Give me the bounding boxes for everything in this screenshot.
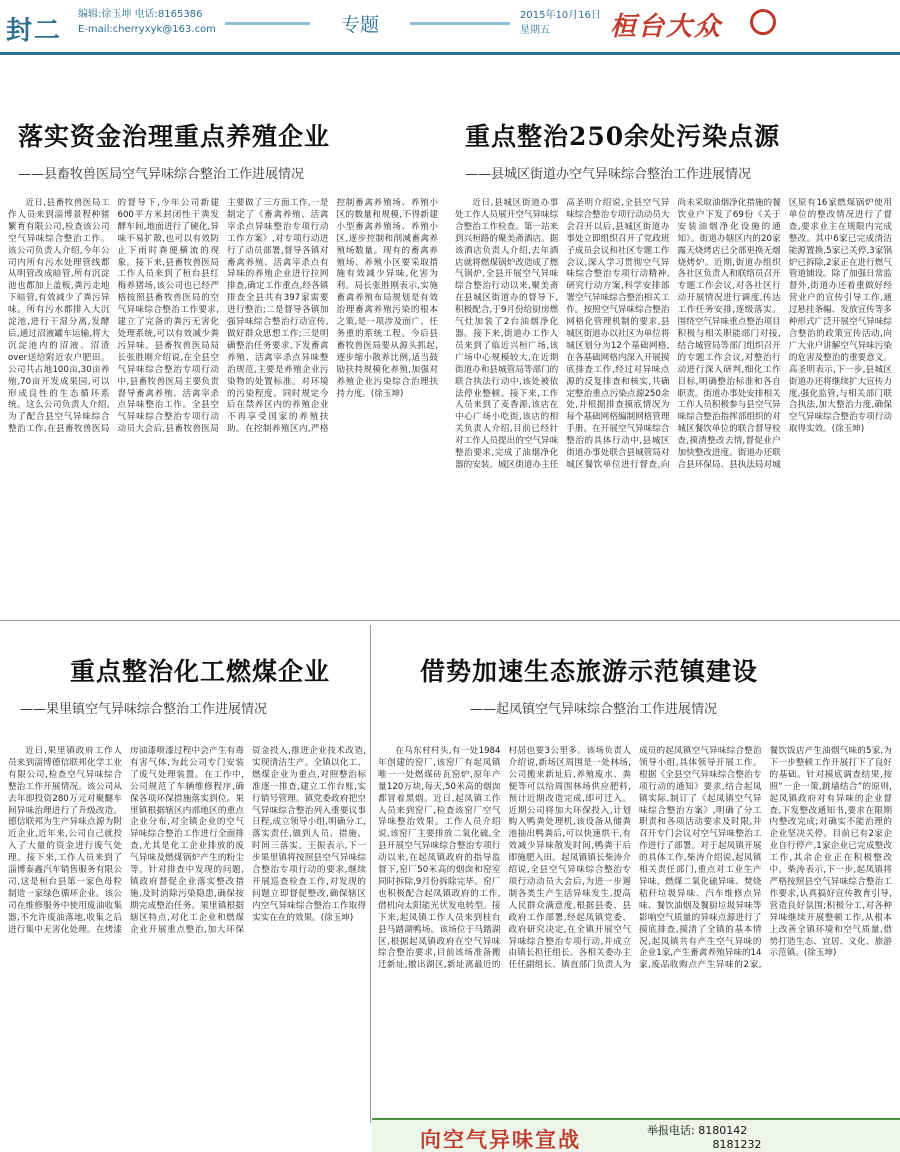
topic-label: 专题 xyxy=(340,14,379,36)
article-3-body xyxy=(8,746,366,1148)
ad-phone-label: 举报电话: xyxy=(647,1124,695,1137)
email-line: E-mail:cherryxyk@163.com xyxy=(78,24,216,35)
article-4-subtitle: ——起凤镇空气异味综合整治工作进展情况 xyxy=(470,702,718,717)
section-label: 封二 xyxy=(6,16,63,46)
editor-info xyxy=(78,7,216,37)
dateline xyxy=(520,8,601,38)
topic-rule-right xyxy=(410,22,510,25)
ad-banner xyxy=(372,1118,900,1152)
section-divider xyxy=(0,620,900,621)
article-2-title: 重点整治250余处污染点源 xyxy=(465,122,781,151)
column-divider xyxy=(370,625,371,1123)
article-4-title: 借势加速生态旅游示范镇建设 xyxy=(420,657,759,686)
newspaper-logo-icon xyxy=(750,9,776,35)
ad-phone-1: 8180142 xyxy=(698,1124,748,1137)
weekday: 星期五 xyxy=(520,25,550,36)
article-2-subtitle: ——县城区街道办空气异味综合整治工作进展情况 xyxy=(465,167,752,182)
ad-phone-2: 8181232 xyxy=(712,1138,762,1151)
date: 2015年10月16日 xyxy=(520,10,601,21)
article-3-subtitle: ——果里镇空气异味综合整治工作进展情况 xyxy=(20,702,268,717)
ad-title: 向空气异味宣战 xyxy=(420,1127,581,1152)
article-2-text: 近日,县城区街道办事处工作人员展开空气异味综合整治工作检查。第一站来到兴桓路的聚美斋酒店。据该酒店负责人介绍,去年酒店就将燃煤锅炉改造成了燃气锅炉,全县开展空气异味综合整治行动以来,聚美斋在县城区街道办的督导下,积极配合,于9月份给厨房燃气灶加装了2台油烟净化器。接下来,街道办工作人员来到了临近兴桓广场,该广场中心规模较大,在近期街道办和县城管局等部门的联合执法行动中,该处被依法停业整顿。接下来,工作人员来到了麦香源,该店在中心广场小吃街,该店的相关负责人介绍,目前已经针对工作人员提出的空气异味整治要求,完成了油烟净化器的安装。城区街道办主任高圣明介绍说,全县空气异味综合整治专项行动动员大会召开以后,县城区街道办事处立即组织召开了党政班子成员会议和社区专题工作会议,深入学习贯彻空气异味综合整治专项行动精神,研究行动方案,科学安排部署空气异味综合整治相关工作。按照空气异味综合整治网格化管理机制的要求,县城区街道办以社区为单位将城区划分为12个基础网格,在各基础网格内深入开展摸底排查工作,经过对异味点源的反复排查和核实,共确定整治重点污染点源250余处,并根据排查摸底情况为每个基础网格编制网格管理手册。在开展空气异味综合整治的具体行动中,县城区街道办事处联合县城管局对城区餐饮单位进行督查,向尚未采取油烟净化措施的餐饮业户下发了69份《关于安装油烟净化设施的通知》。街道办辖区内的20家露天烧烤店已全部更换无烟烧烤炉。近期,街道办组织各社区负责人和联络员召开专题工作会议,对各社区行动开展情况进行调度,传达工作任务安排,逐级落实。围绕空气异味重点整治项目积极与相关职能部门对接,结合城管局等部门组织召开的专题工作会议,对整治行动进行深入研判,细化工作目标,明确整治标准和各自职责。街道办事处安排相关工作人员积极参与县空气异味综合整治指挥部组织的对城区餐饮单位的联合督导检查,摸清整改去情,督促业户加快整改进度。街道办还联合县环保局、县执法局对城区原有16家燃煤锅炉使用单位的整改情况进行了督查,要求业主在规限内完成整改。其中6家已完成清洁能源置换,5家已关停,3家锅炉已拆除,2家正在进行燃气管道铺设。除了加强日常监督外,街道办还着重做好经营业户的宣传引导工作,通过悬挂条幅、发放宣传等多种形式广泛开展空气异味综合整治的政策宣传活动,向广大业户讲解空气异味污染的危害及整治的重要意义。高圣明表示,下一步,县城区街道办还将继续扩大宣传力度,强化监管,与相关部门联合执法,加大整治力度,确保空气异味综合整治专项行动取得实效。(徐玉坤) xyxy=(455,198,892,470)
article-2-body xyxy=(455,198,892,613)
article-4-body xyxy=(378,746,892,1114)
article-4-text: 在乌东村村头,有一处1984年创建的窑厂,该窑厂有起凤镇唯一一处燃煤砖瓦窑炉,原年产量120万块,每天,50米高的烟囱都冒着黑烟。近日,起凤镇工作人员来到窑厂,检查该窑厂空气异味整治效果。工作人员介绍说,该窑厂主要排放二氧化硫,全县开展空气异味综合整治专项行动以来,在起凤镇政府的指导监督下,窑厂50米高的烟囱和窑室同时拆除,9月份拆除完毕。窑厂也积极配合起凤镇政府的工作,借机向太阳能光伏发电转型。接下来,起凤镇工作人员来到桂台县马踏湖鸭场。该场位于马踏湖区,根据起凤镇政府在空气异味综合整治要求,目前该场准备搬迁新址,撤出湖区,新址离最近的村居也要3公里多。该场负责人介绍说,新场区周围是一处林场,公司搬来新址后,养殖废水、粪便等可以给周围林场供应肥料,预计近期改造完成,即可迁入。近期公司将加大环保投入,计划购入鸭粪处理机,该设备从储粪池抽出鸭粪后,可以快速烘干,有效减少异味散发时间,鸭粪干后即施肥入田。起凤镇镇长柴涛介绍说,全县空气异味综合整治专项行动动员大会后,为进一步遏制各类生产生活异味发生,提高人民群众满意度,根据县委、县政府工作部署,经起凤镇党委、政府研究决定,在全镇开展空气异味综合整治专项行动,并成立由镇长担任组长、各相关委办主任任副组长、镇直部门负责人为成员的起凤镇空气异味综合整治领导小组,具体领导开展工作。根据《全县空气异味综合整治专项行动的通知》要求,结合起凤镇实际,制订了《起凤镇空气异味综合整治方案》,明确了分工职责和各项活动要求及时限,并召开专门会议对空气异味整治工作进行了部署。对于起凤镇开展的具体工作,柴涛介绍说,起凤镇相关责任部门,重点对工业生产异味、燃煤二氧化硫异味、焚烧秸秆垃圾异味、汽车维修点异味、餐饮油烟及餐厨垃圾异味等影响空气质量的异味点源进行了摸底排查,摸清了全镇的基本情况,起凤镇共有产生空气异味的企业1家,产生畜禽养殖异味的14家,废品收购点产生异味的2家,餐饮饭店产生油烟气味的5家,为下一步整顿工作开展打下了良好的基础。针对摸底调查结果,按照“一企一策,跳墙结合”的原则,起凤镇政府对有异味的企业督查,下发整改通知书,要求在限期内整改完成;对确实不能治理的企业坚决关停。目前已有2家企业自行停产,1家企业已完成整改工作,其余企业正在积极整改中。柴涛表示,下一步,起凤镇将严格按照县空气异味综合整治工作要求,认真搞好宣传教育引导,营造良好氛围;积极分工,对各种异味继续开展整顿工作,从根本上改善全镇环境和空气质量,借势打造生态、宜居、文化、旅游示范镇。(徐玉坤) xyxy=(378,746,892,971)
article-1-text: 近日,县畜牧兽医局工作人员来到淄博景程种猪繁育有限公司,检查该公司空气异味综合整治工作。该公司负责人介绍,今年公司内所有污水处理管线都从明管改成暗管,所有沉淀池也都加上盖板,粪污走地下暗管,有效减少了粪污异味。所有污水都排入大沉淀池,进行干湿分离,发酵后,通过沼液罐车运输,将大沉淀池内的沼液、沼渣over送给附近农户肥田。公司共占地100亩,30亩养殖,70亩开发成果园,可以形成良性的生态循环系统。这么公司负责人介绍,为了配合县空气异味综合整治工作,在县畜牧兽医局的督导下,今年公司新建600平方米封闭性干粪发酵车间,地面进行了硬化,异味不易扩散,也可以有效防止下雨时粪便横流的现象。接下来,县畜牧兽医局工作人员来到了桓台县红梅养猪场,该公司也已经严格按照县畜牧兽医局的空气异味综合整治工作要求,建立了完备的粪污无害化处理系统,可以有效减少粪污异味。县畜牧兽医局局长张胜刚介绍说,在全县空气异味综合整治专项行动中,县畜牧兽医局主要负责督导畜禽养殖、活禽宰杀点异味整治工作。全县空气异味综合整治专项行动动员大会后,县畜牧兽医局主要做了三方面工作,一是制定了《畜禽养殖、活禽宰杀点异味整治专项行动工作方案》,对专项行动进行了动员部署,督导各镇对畜禽养殖、活禽宰杀点有异味的养殖企业进行拉网排查,确定工作重点,经各镇排查全县共有397家需要进行整治;二是督导各镇加强异味综合整治行动宣传,做好群众思想工作;三是明确整治任务要求,下发畜禽养殖、活禽宰杀点异味整治规范,主要是养殖企业污染物的处置标准。对环境的污染程度。同时规定今后在禁养区内的养殖企业不再享受国家的养殖扶助。在控制养殖区内,严格控制畜禽养殖场、养殖小区的数量和规模,不得新建小型畜禽养殖场、养殖小区,逐步控制和削减畜禽养殖场数量。现有的畜禽养殖场、养殖小区要采取措施有效减少异味,化害为利。局长张胜刚表示,实施畜禽养殖布局规划是有效治理畜禽养殖污染的根本之策,是一项涉及面广、任务重的系统工程。今后县畜牧兽医局要从源头抓起,逐步缩小散养比例,适当鼓励扶持规模化养殖,加强对养殖企业污染综合治理扶持力度。(徐玉坤) xyxy=(8,198,438,435)
editor-line: 编辑:徐玉坤 电话:8165386 xyxy=(78,9,203,20)
article-1-body xyxy=(8,198,438,613)
article-3-text: 近日,果里镇政府工作人员来到淄博德信联邦化学工业有限公司,检查空气异味综合整治工作开展情况。该公司从去年即投资280万元对聚醚车间异味治理进行了升级改造。德信联邦为生产异味点源为附近企业,近年来,公司自己就投入了大量的资金进行废气处理。接下来,工作人员来到了淄博泰鑫汽车销售服务有限公司,这是桓台县第一家色母粒制造一家绿色循环企业。该公司在维修服务中使用废油收集器,不允许废油落地,收集之后进行集中无害化处理。在烤漆房油漆喷漆过程中会产生有毒有害气体,为此公司专门安装了废气处理装置。在工作中,公司规范了车辆维修程序,确保各项环保措施落实到位。果里镇根据辖区内部地区的重点企业分布,对全镇企业的空气异味综合整治工作进行全面排查,尤其是化工企业排放的废气异味及燃煤锅炉产生的粉尘等。针对排查中发现的问题,镇政府督促企业落实整改措施,及时消除污染隐患,确保按期完成整治任务。果里镇根据辖区特点,对化工企业和燃煤企业开展重点整治,加大环保资金投入,推进企业技术改造,实现清洁生产。全镇以化工、燃煤企业为重点,对照整治标准逐一排查,建立工作台账,实行销号管理。镇党委政府把空气异味综合整治列入重要议事日程,成立领导小组,明确分工,落实责任,做到人员、措施、时间三落实。王振表示,下一步果里镇将按照县空气异味综合整治专项行动的要求,继续开展巡查检查工作,对发现的问题立即督促整改,确保辖区内空气异味综合整治工作取得实实在在的效果。(徐玉坤) xyxy=(8,746,366,935)
masthead: 桓台大众 xyxy=(610,12,723,42)
article-1-title: 落实资金治理重点养殖企业 xyxy=(18,122,331,151)
header-rule xyxy=(0,52,900,55)
article-1-subtitle: ——县畜牧兽医局空气异味综合整治工作进展情况 xyxy=(18,167,305,182)
ad-phone-block xyxy=(647,1124,762,1152)
article-3-title: 重点整治化工燃煤企业 xyxy=(70,657,331,686)
page-header xyxy=(0,0,900,54)
topic-rule-left xyxy=(225,22,310,25)
